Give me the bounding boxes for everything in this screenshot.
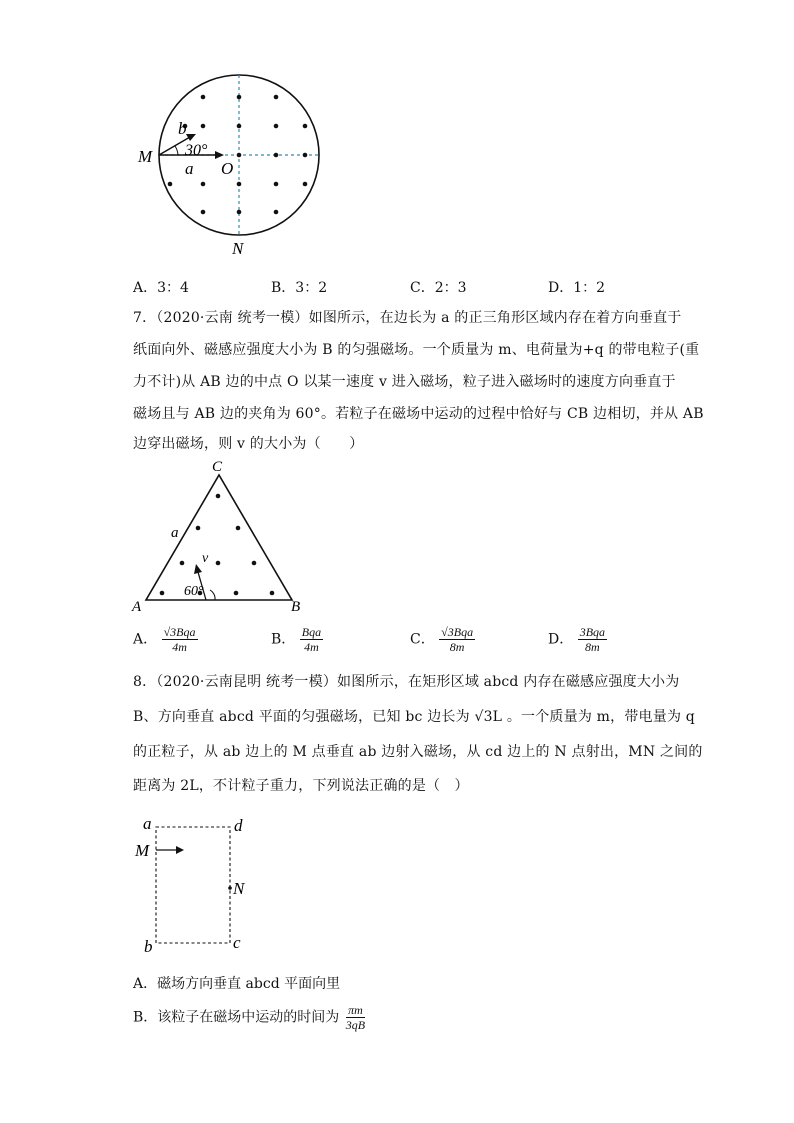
q8-label-d: d — [234, 816, 243, 835]
q6-label-b: b — [178, 119, 187, 138]
q7-text-line2: 纸面向外、磁感应强度大小为 B 的匀强磁场。一个质量为 m、电荷量为+q 的带电粒子(重 — [133, 342, 700, 358]
q6-label-O: O — [221, 159, 234, 178]
q8-label-b: b — [144, 937, 153, 956]
q7-option-c-num: √3Bqa — [441, 625, 474, 639]
q8-option-b[interactable] — [133, 1003, 367, 1032]
q6-label-a: a — [185, 159, 194, 178]
q6-label-M: M — [138, 147, 153, 166]
q7-option-b-prefix: B． — [271, 631, 296, 648]
q7-label-A: A — [132, 599, 142, 615]
q7-option-c-prefix: C． — [410, 631, 435, 648]
q8-text-line2: B、方向垂直 abcd 平面的匀强磁场，已知 bc 边长为 √3L 。一个质量为 m，带电量为 q — [133, 709, 695, 725]
q8-option-b-num: πm — [348, 1003, 363, 1017]
q8-option-b-fraction — [344, 1003, 367, 1032]
q7-text-line1: 7．（2020·云南 统考一模）如图所示，在边长为 a 的正三角形区域内存在着方向垂直于 — [133, 310, 682, 326]
q7-label-a: a — [171, 525, 179, 541]
q6-option-c[interactable]: C．2：3 — [410, 280, 467, 296]
q7-triangle-figure — [128, 458, 318, 618]
q8-option-b-den: 3qB — [345, 1018, 366, 1032]
q6-circle-figure — [130, 70, 330, 260]
q7-option-b[interactable] — [271, 625, 323, 654]
q8-option-a[interactable]: A．磁场方向垂直 abcd 平面向里 — [133, 976, 341, 992]
q8-label-M: M — [135, 841, 150, 860]
q7-label-angle: 60° — [184, 584, 204, 599]
q7-option-d-den: 8m — [585, 640, 600, 654]
q6-option-a[interactable]: A．3：4 — [133, 280, 189, 296]
q7-option-d-prefix: D． — [548, 631, 574, 648]
q7-text-line5: 边穿出磁场，则 v 的大小为（ ） — [133, 436, 364, 452]
q7-option-d-num: 3Bqa — [579, 625, 606, 639]
q6-label-angle: 30° — [185, 142, 208, 159]
q7-option-c-den: 8m — [449, 640, 465, 654]
q7-label-B: B — [291, 599, 301, 615]
q7-option-b-den: 4m — [304, 640, 319, 654]
q7-option-a-prefix: A． — [133, 631, 158, 648]
q6-label-N: N — [232, 239, 244, 258]
q8-text-line3: 的正粒子，从 ab 边上的 M 点垂直 ab 边射入磁场，从 cd 边上的 N 点射出，MN 之间的 — [133, 744, 703, 760]
q7-text-line4: 磁场且与 AB 边的夹角为 60°。若粒子在磁场中运动的过程中恰好与 CB 边相切，并从 AB — [133, 406, 704, 422]
q7-option-c-fraction — [439, 625, 475, 654]
q8-label-N: N — [233, 879, 245, 898]
q7-label-C: C — [212, 459, 223, 475]
q7-option-b-num: Bqa — [301, 625, 322, 639]
q7-option-b-fraction — [300, 625, 323, 654]
q8-text-line4: 距离为 2L，不计粒子重力，下列说法正确的是（ ） — [133, 778, 469, 794]
q7-option-d-fraction — [578, 625, 607, 654]
q7-option-d[interactable] — [548, 625, 607, 654]
q7-option-a[interactable] — [133, 625, 198, 654]
q7-option-c[interactable] — [410, 625, 475, 654]
q6-option-d[interactable]: D．1：2 — [548, 280, 606, 296]
q8-label-c: c — [233, 933, 241, 952]
q8-option-b-text: B．该粒子在磁场中运动的时间为 — [133, 1009, 340, 1026]
q8-rectangle-figure — [130, 812, 260, 957]
q7-text-line3: 力不计)从 AB 边的中点 O 以某一速度 v 进入磁场，粒子进入磁场时的速度方向垂直于 — [133, 374, 676, 390]
q8-label-a: a — [143, 814, 152, 833]
q7-label-v: v — [202, 551, 209, 566]
q8-text-line1: 8．（2020·云南昆明 统考一模）如图所示，在矩形区域 abcd 内存在磁感应强度大小为 — [133, 674, 680, 690]
q7-option-a-fraction — [162, 625, 198, 654]
q6-option-b[interactable]: B．3：2 — [271, 280, 328, 296]
q7-option-a-num: √3Bqa — [163, 625, 196, 639]
q7-option-a-den: 4m — [172, 640, 187, 654]
